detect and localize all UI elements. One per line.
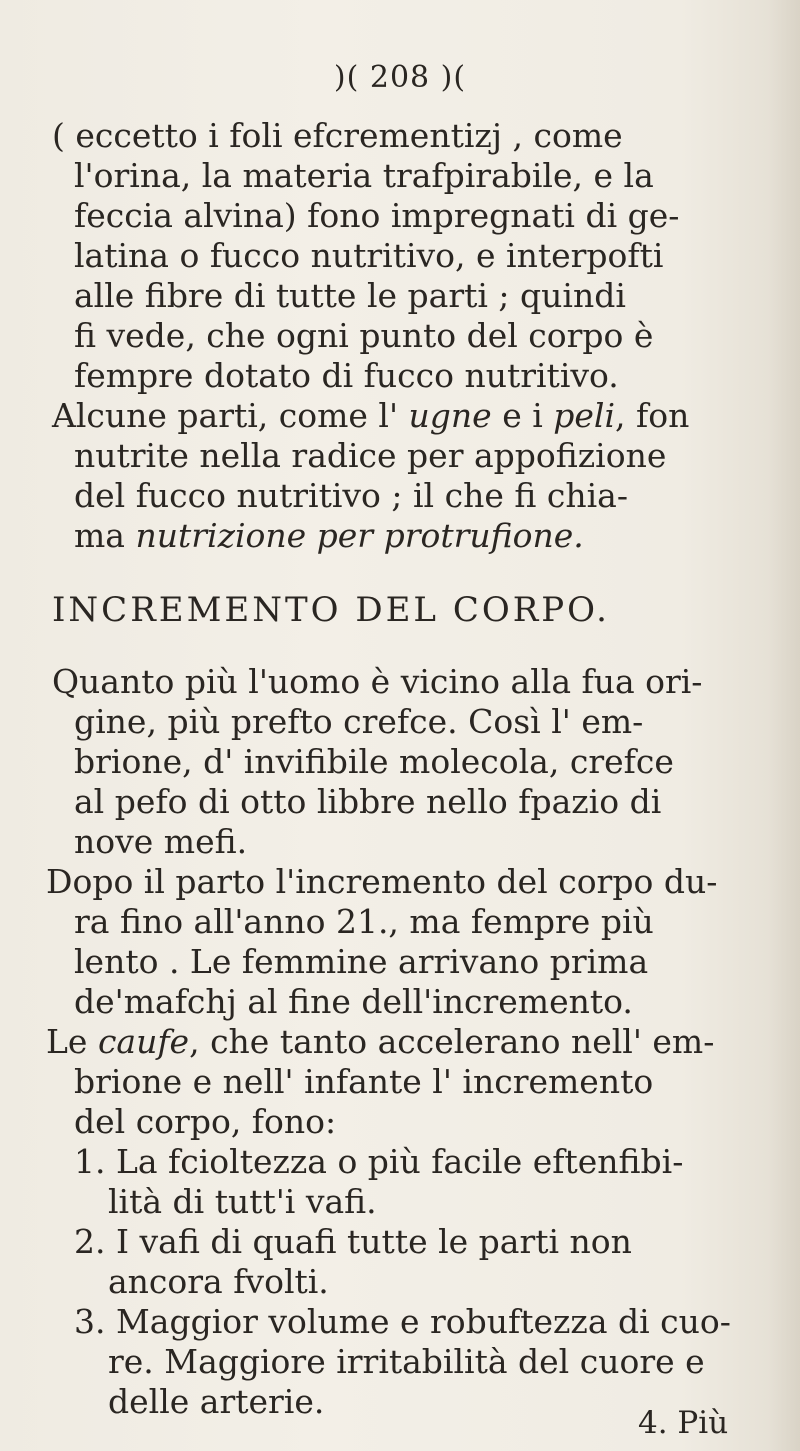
catchword: 4. Più xyxy=(638,1405,729,1441)
italic-term: peli xyxy=(553,396,616,435)
text-line: ( eccetto i foli efcrementizj , come xyxy=(52,116,623,155)
text-run: Alcune parti, come l' xyxy=(52,396,409,435)
text-line: nove mefi. xyxy=(74,822,248,861)
text-line xyxy=(52,396,689,436)
text-run: , che tanto accelerano nell' em- xyxy=(189,1022,715,1061)
text-run: Le xyxy=(46,1022,98,1061)
list-item-continuation: delle arterie. xyxy=(108,1382,325,1421)
text-line xyxy=(46,1022,714,1062)
text-line: fempre dotato di fucco nutritivo. xyxy=(74,356,619,395)
list-item-continuation: lità di tutt'i vafi. xyxy=(108,1182,377,1221)
text-line xyxy=(74,516,584,556)
page-number-header: )( 208 )( xyxy=(333,60,467,95)
text-line: Quanto più l'uomo è vicino alla fua ori- xyxy=(52,662,703,701)
italic-term: caufe xyxy=(97,1022,190,1061)
text-line: lento . Le femmine arrivano prima xyxy=(74,942,649,981)
list-item: 1. La fcioltezza o più facile eftenfibi- xyxy=(74,1142,684,1181)
text-line: gine, più prefto crefce. Così l' em- xyxy=(74,702,644,741)
text-run: , fon xyxy=(615,396,690,435)
text-line: de'mafchj al fine dell'incremento. xyxy=(74,982,633,1021)
text-run: e i xyxy=(491,396,554,435)
text-line: del corpo, fono: xyxy=(74,1102,337,1141)
text-line: feccia alvina) fono impregnati di ge- xyxy=(74,196,680,235)
text-line: brione, d' invifibile molecola, crefce xyxy=(74,742,674,781)
list-item-continuation: ancora fvolti. xyxy=(108,1262,329,1301)
list-item-continuation: re. Maggiore irritabilità del cuore e xyxy=(108,1342,705,1381)
text-line: del fucco nutritivo ; il che fi chia- xyxy=(74,476,628,515)
text-run: ma xyxy=(74,516,136,555)
italic-term: ugne xyxy=(408,396,492,435)
list-item: 2. I vafi di quafi tutte le parti non xyxy=(74,1222,632,1261)
text-line: nutrite nella radice per appofizione xyxy=(74,436,667,475)
text-line: Dopo il parto l'incremento del corpo du- xyxy=(46,862,718,901)
text-line: ra fino all'anno 21., ma fempre più xyxy=(74,902,654,941)
text-line: al pefo di otto libbre nello fpazio di xyxy=(74,782,662,821)
text-line: latina o fucco nutritivo, e interpofti xyxy=(74,236,664,275)
text-line: l'orina, la materia trafpirabile, e la xyxy=(74,156,654,195)
text-line: fi vede, che ogni punto del corpo è xyxy=(74,316,654,355)
text-line: brione e nell' infante l' incremento xyxy=(74,1062,654,1101)
section-title: INCREMENTO DEL CORPO. xyxy=(52,590,610,630)
italic-term: nutrizione per protrufione. xyxy=(135,516,584,555)
text-line: alle fibre di tutte le parti ; quindi xyxy=(74,276,626,315)
list-item: 3. Maggior volume e robuftezza di cuo- xyxy=(74,1302,731,1341)
